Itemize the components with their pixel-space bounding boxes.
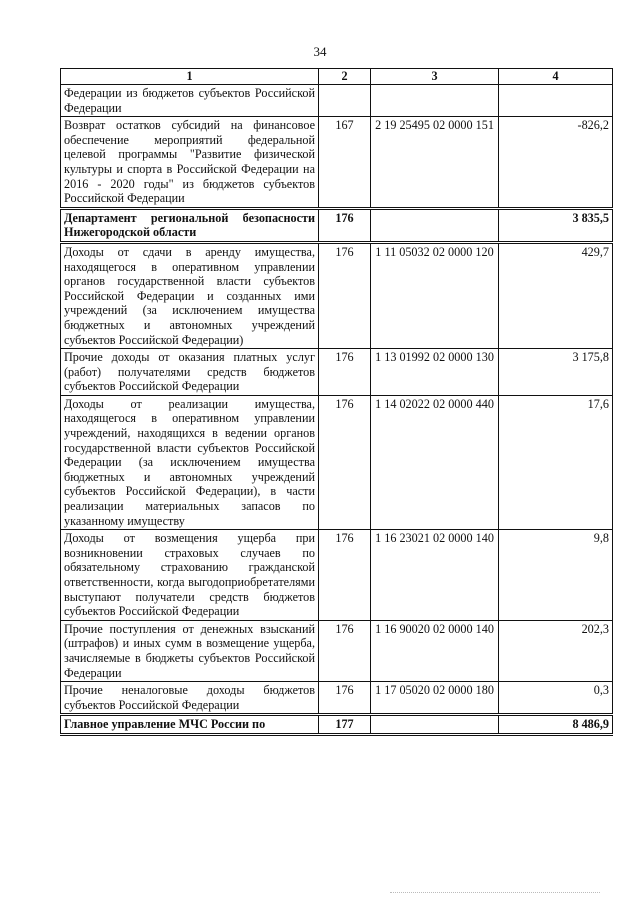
row-budget-code: 1 11 05032 02 0000 120 (371, 242, 499, 348)
row-amount: 3 175,8 (499, 349, 613, 396)
row-admin-code (319, 85, 371, 117)
row-description: Департамент региональной безопасности Нижегородской области (61, 208, 319, 242)
header-col-4: 4 (499, 69, 613, 85)
row-description: Федерации из бюджетов субъектов Российской Федерации (61, 85, 319, 117)
row-budget-code: 1 17 05020 02 0000 180 (371, 682, 499, 715)
table-row (61, 349, 613, 396)
row-amount: 3 835,5 (499, 208, 613, 242)
row-description: Прочие доходы от оказания платных услуг (работ) получателями средств бюджетов субъектов Российской Федерации (61, 349, 319, 396)
row-description: Возврат остатков субсидий на финансовое обеспечение мероприятий федеральной целевой программы "Развитие физической культуры и спорта в Российской Федерации на 2016 - 2020 годы" из бюджетов субъектов Российской Федерации (61, 117, 319, 209)
row-description: Доходы от сдачи в аренду имущества, находящегося в оперативном управлении органов государственной власти субъектов Российской Федерации и созданных ими учреждений (за исключением имущества бюджетных и автономных учреждений субъектов Российской Федерации) (61, 242, 319, 348)
page-number: 34 (313, 44, 327, 59)
row-amount: 9,8 (499, 530, 613, 621)
row-description: Прочие поступления от денежных взысканий (штрафов) и иных сумм в возмещение ущерба, зачисляемые в бюджеты субъектов Российской Федерации (61, 620, 319, 681)
table-header-row (61, 69, 613, 85)
table-row (61, 117, 613, 209)
row-admin-code: 176 (319, 620, 371, 681)
header-col-3: 3 (371, 69, 499, 85)
row-admin-code: 167 (319, 117, 371, 209)
scan-artifact (390, 892, 600, 897)
table-row-department (61, 208, 613, 242)
row-description: Главное управление МЧС России по (61, 715, 319, 735)
table-row (61, 682, 613, 715)
table-row (61, 620, 613, 681)
row-admin-code: 176 (319, 682, 371, 715)
table-row (61, 395, 613, 529)
row-admin-code: 176 (319, 208, 371, 242)
row-amount: 429,7 (499, 242, 613, 348)
row-amount: 8 486,9 (499, 715, 613, 735)
row-amount: 202,3 (499, 620, 613, 681)
row-budget-code: 1 14 02022 02 0000 440 (371, 395, 499, 529)
table-row-department (61, 715, 613, 735)
row-budget-code: 1 16 23021 02 0000 140 (371, 530, 499, 621)
row-budget-code: 1 13 01992 02 0000 130 (371, 349, 499, 396)
revenue-table (60, 68, 613, 736)
row-amount: 0,3 (499, 682, 613, 715)
row-budget-code: 1 16 90020 02 0000 140 (371, 620, 499, 681)
row-admin-code: 176 (319, 242, 371, 348)
row-admin-code: 177 (319, 715, 371, 735)
row-budget-code (371, 715, 499, 735)
table-row (61, 530, 613, 621)
row-description: Доходы от реализации имущества, находящегося в оперативном управлении учреждений, находящихся в ведении органов государственной власти субъектов Российской Федерации (за исключением имущества бюджетных и автономных учреждений субъектов Российской Федерации), в части реализации материальных запасов по указанному имуществу (61, 395, 319, 529)
row-admin-code: 176 (319, 349, 371, 396)
row-admin-code: 176 (319, 530, 371, 621)
row-admin-code: 176 (319, 395, 371, 529)
table-row (61, 242, 613, 348)
header-col-1: 1 (61, 69, 319, 85)
row-amount: -826,2 (499, 117, 613, 209)
row-description: Прочие неналоговые доходы бюджетов субъектов Российской Федерации (61, 682, 319, 715)
table-row (61, 85, 613, 117)
header-col-2: 2 (319, 69, 371, 85)
row-budget-code: 2 19 25495 02 0000 151 (371, 117, 499, 209)
row-budget-code (371, 85, 499, 117)
row-description: Доходы от возмещения ущерба при возникновении страховых случаев по обязательному страхованию гражданской ответственности, когда выгодоприобретателями выступают получатели средств бюджетов субъектов Российской Федерации (61, 530, 319, 621)
row-amount (499, 85, 613, 117)
row-budget-code (371, 208, 499, 242)
row-amount: 17,6 (499, 395, 613, 529)
